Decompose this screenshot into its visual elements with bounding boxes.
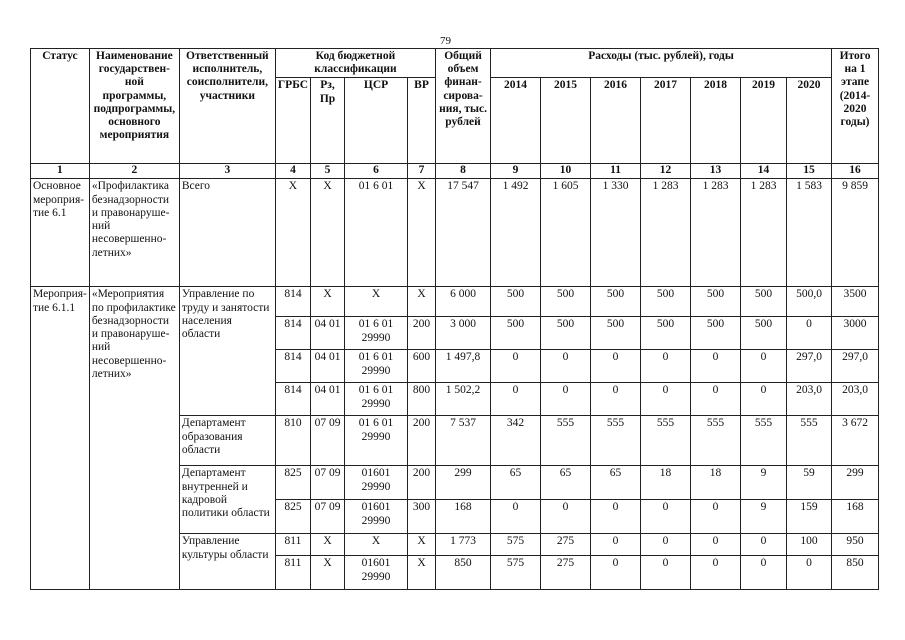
year-cell: 0: [541, 500, 591, 534]
year-cell: 500: [741, 287, 787, 317]
csr-cell: 01 6 01 29990: [345, 317, 408, 350]
year-cell: 18: [641, 466, 691, 500]
summary-cell: 299: [832, 466, 879, 500]
column-number: 7: [408, 164, 436, 179]
csr-cell: Х: [345, 534, 408, 556]
year-cell: 0: [741, 383, 787, 416]
year-cell: 500: [491, 317, 541, 350]
year-cell: 0: [691, 350, 741, 383]
year-cell: 500: [691, 287, 741, 317]
year-cell: 0: [641, 500, 691, 534]
executor-cell: Управление по труду и занятости населения области: [179, 287, 275, 416]
year-cell: 0: [541, 383, 591, 416]
grbs-cell: 811: [275, 556, 310, 590]
status-cell: Мероприя-тие 6.1.1: [31, 287, 90, 590]
year-cell: 9: [741, 466, 787, 500]
header-year: 2014: [491, 78, 541, 164]
year-cell: 0: [787, 556, 832, 590]
year-cell: 0: [541, 350, 591, 383]
total-cell: 7 537: [436, 416, 491, 466]
column-number: 11: [591, 164, 641, 179]
year-cell: 0: [641, 383, 691, 416]
year-cell: 0: [591, 350, 641, 383]
year-cell: 0: [691, 500, 741, 534]
year-cell: 0: [691, 556, 741, 590]
vr-cell: Х: [408, 179, 436, 287]
header-program-name: Наименование государствен-ной программы, подпрограммы, основного мероприятия: [89, 49, 179, 164]
csr-cell: 01601 29990: [345, 466, 408, 500]
vr-cell: Х: [408, 534, 436, 556]
year-cell: 575: [491, 556, 541, 590]
total-cell: 17 547: [436, 179, 491, 287]
page-number: 79: [440, 35, 451, 47]
year-cell: 0: [691, 383, 741, 416]
total-cell: 1 773: [436, 534, 491, 556]
grbs-cell: 811: [275, 534, 310, 556]
header-total-volume: Общий объем финан-сирова-ния, тыс. рублей: [436, 49, 491, 164]
column-number: 9: [491, 164, 541, 179]
grbs-cell: 814: [275, 383, 310, 416]
executor-cell: Департамент образования области: [179, 416, 275, 466]
year-cell: 0: [641, 534, 691, 556]
year-cell: 0: [591, 556, 641, 590]
year-cell: 500: [591, 317, 641, 350]
year-cell: 500: [541, 317, 591, 350]
summary-cell: 168: [832, 500, 879, 534]
summary-cell: 297,0: [832, 350, 879, 383]
year-cell: 1 283: [691, 179, 741, 287]
rzpr-cell: Х: [311, 287, 345, 317]
year-cell: 500: [641, 287, 691, 317]
vr-cell: 600: [408, 350, 436, 383]
vr-cell: 200: [408, 466, 436, 500]
executor-cell: Департамент внутренней и кадровой политики области: [179, 466, 275, 534]
header-year: 2015: [541, 78, 591, 164]
year-cell: 1 283: [741, 179, 787, 287]
header-year: 2016: [591, 78, 641, 164]
year-cell: 0: [591, 383, 641, 416]
year-cell: 500: [541, 287, 591, 317]
header-csr: ЦСР: [345, 78, 408, 164]
rzpr-cell: 07 09: [311, 416, 345, 466]
column-number: 14: [741, 164, 787, 179]
table-row-main-activity: [31, 179, 879, 287]
header-expenses: Расходы (тыс. рублей), годы: [491, 49, 832, 78]
year-cell: 0: [491, 383, 541, 416]
summary-cell: 203,0: [832, 383, 879, 416]
year-cell: 1 605: [541, 179, 591, 287]
header-status: Статус: [31, 49, 90, 164]
rzpr-cell: 04 01: [311, 350, 345, 383]
column-number: 1: [31, 164, 90, 179]
csr-cell: 01601 29990: [345, 500, 408, 534]
rzpr-cell: 04 01: [311, 317, 345, 350]
column-number: 13: [691, 164, 741, 179]
header-executor: Ответственный исполнитель, соисполнители, участники: [179, 49, 275, 164]
column-number: 6: [345, 164, 408, 179]
vr-cell: 200: [408, 317, 436, 350]
grbs-cell: 810: [275, 416, 310, 466]
year-cell: 0: [591, 534, 641, 556]
total-cell: 168: [436, 500, 491, 534]
header-summary: Итого на 1 этапе (2014-2020 годы): [832, 49, 879, 164]
vr-cell: Х: [408, 287, 436, 317]
summary-cell: 3 672: [832, 416, 879, 466]
rzpr-cell: 07 09: [311, 466, 345, 500]
total-cell: 1 502,2: [436, 383, 491, 416]
year-cell: 9: [741, 500, 787, 534]
column-number: 2: [89, 164, 179, 179]
year-cell: 555: [787, 416, 832, 466]
csr-cell: 01 6 01 29990: [345, 383, 408, 416]
summary-cell: 3000: [832, 317, 879, 350]
column-number: 3: [179, 164, 275, 179]
total-cell: 850: [436, 556, 491, 590]
year-cell: 1 330: [591, 179, 641, 287]
grbs-cell: 825: [275, 500, 310, 534]
summary-cell: 850: [832, 556, 879, 590]
column-number-row: [31, 164, 879, 179]
header-year: 2020: [787, 78, 832, 164]
csr-cell: 01 6 01: [345, 179, 408, 287]
status-cell: Основное мероприя-тие 6.1: [31, 179, 90, 287]
csr-cell: 01601 29990: [345, 556, 408, 590]
year-cell: 0: [741, 556, 787, 590]
grbs-cell: Х: [275, 179, 310, 287]
year-cell: 500: [691, 317, 741, 350]
header-rzpr: Рз, Пр: [311, 78, 345, 164]
csr-cell: 01 6 01 29990: [345, 350, 408, 383]
year-cell: 1 492: [491, 179, 541, 287]
name-cell: «Мероприятия по профилактике безнадзорности и правонаруше-ний несовершенно-летних»: [89, 287, 179, 590]
year-cell: 65: [541, 466, 591, 500]
year-cell: 500: [491, 287, 541, 317]
year-cell: 0: [641, 350, 691, 383]
header-grbs: ГРБС: [275, 78, 310, 164]
table-row: [31, 287, 879, 317]
year-cell: 0: [691, 534, 741, 556]
grbs-cell: 814: [275, 317, 310, 350]
summary-cell: 950: [832, 534, 879, 556]
year-cell: 0: [641, 556, 691, 590]
year-cell: 0: [741, 534, 787, 556]
year-cell: 65: [591, 466, 641, 500]
year-cell: 18: [691, 466, 741, 500]
year-cell: 159: [787, 500, 832, 534]
summary-cell: 3500: [832, 287, 879, 317]
rzpr-cell: Х: [311, 179, 345, 287]
grbs-cell: 825: [275, 466, 310, 500]
year-cell: 297,0: [787, 350, 832, 383]
column-number: 15: [787, 164, 832, 179]
total-cell: 1 497,8: [436, 350, 491, 383]
year-cell: 575: [491, 534, 541, 556]
summary-cell: 9 859: [832, 179, 879, 287]
vr-cell: 800: [408, 383, 436, 416]
year-cell: 203,0: [787, 383, 832, 416]
executor-cell: Всего: [179, 179, 275, 287]
column-number: 4: [275, 164, 310, 179]
header-year: 2019: [741, 78, 787, 164]
csr-cell: Х: [345, 287, 408, 317]
year-cell: 342: [491, 416, 541, 466]
year-cell: 0: [491, 350, 541, 383]
year-cell: 0: [787, 317, 832, 350]
executor-cell: Управление культуры области: [179, 534, 275, 590]
budget-table: [30, 48, 879, 590]
total-cell: 6 000: [436, 287, 491, 317]
column-number: 5: [311, 164, 345, 179]
year-cell: 500: [641, 317, 691, 350]
rzpr-cell: 04 01: [311, 383, 345, 416]
year-cell: 59: [787, 466, 832, 500]
total-cell: 299: [436, 466, 491, 500]
year-cell: 275: [541, 534, 591, 556]
year-cell: 65: [491, 466, 541, 500]
year-cell: 500,0: [787, 287, 832, 317]
year-cell: 500: [741, 317, 787, 350]
year-cell: 555: [641, 416, 691, 466]
column-number: 16: [832, 164, 879, 179]
vr-cell: 200: [408, 416, 436, 466]
rzpr-cell: Х: [311, 556, 345, 590]
year-cell: 0: [741, 350, 787, 383]
grbs-cell: 814: [275, 287, 310, 317]
total-cell: 3 000: [436, 317, 491, 350]
rzpr-cell: 07 09: [311, 500, 345, 534]
column-number: 12: [641, 164, 691, 179]
year-cell: 555: [541, 416, 591, 466]
year-cell: 555: [591, 416, 641, 466]
column-number: 8: [436, 164, 491, 179]
rzpr-cell: Х: [311, 534, 345, 556]
name-cell: «Профилактика безнадзорности и правонаруше-ний несовершенно-летних»: [89, 179, 179, 287]
column-number: 10: [541, 164, 591, 179]
header-year: 2017: [641, 78, 691, 164]
header-budget-code: Код бюджетной классификации: [275, 49, 435, 78]
year-cell: 555: [741, 416, 787, 466]
grbs-cell: 814: [275, 350, 310, 383]
vr-cell: Х: [408, 556, 436, 590]
year-cell: 555: [691, 416, 741, 466]
year-cell: 100: [787, 534, 832, 556]
year-cell: 275: [541, 556, 591, 590]
header-vr: ВР: [408, 78, 436, 164]
year-cell: 500: [591, 287, 641, 317]
vr-cell: 300: [408, 500, 436, 534]
year-cell: 0: [591, 500, 641, 534]
budget-table-container: [30, 48, 879, 590]
header-year: 2018: [691, 78, 741, 164]
year-cell: 1 583: [787, 179, 832, 287]
year-cell: 1 283: [641, 179, 691, 287]
year-cell: 0: [491, 500, 541, 534]
csr-cell: 01 6 01 29990: [345, 416, 408, 466]
